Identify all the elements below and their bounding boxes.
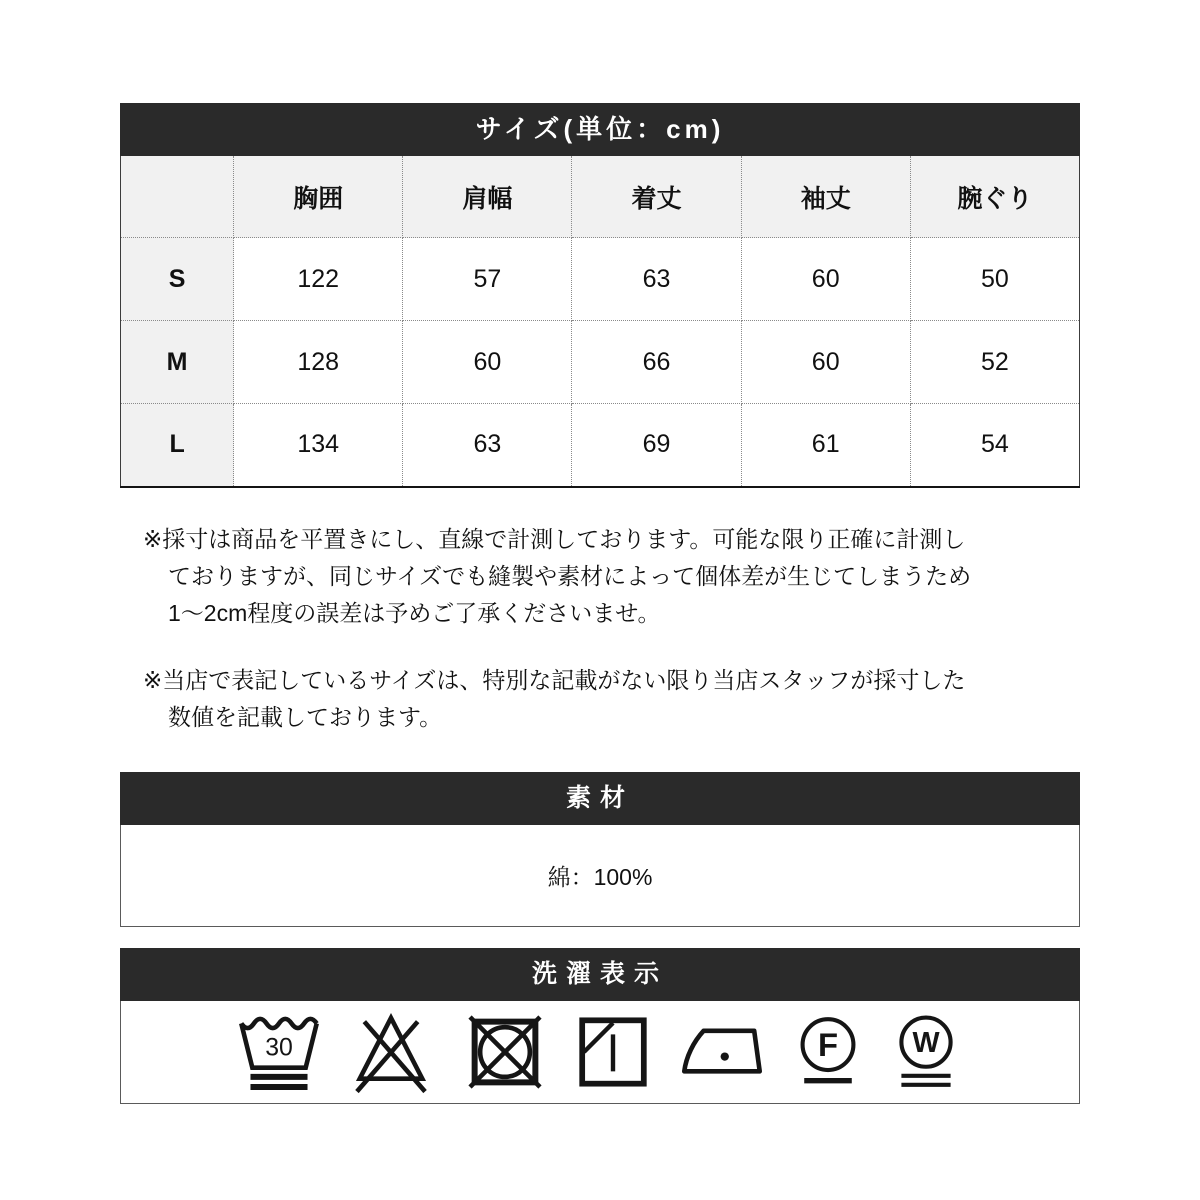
value-cell: 60 [741,238,910,321]
value-cell: 128 [234,321,403,404]
measurement-method-note [120,521,1080,632]
wash-30-very-mild-icon [233,1006,325,1098]
notes-block [120,521,1080,736]
value-cell: 60 [403,321,572,404]
value-cell: 52 [910,321,1079,404]
note-line: ※当店で表記しているサイズは、特別な記載がない限り当店スタッフが採寸した [143,666,966,693]
svg-text:W: W [912,1026,940,1059]
note-line: 1〜2cm程度の誤差は予めご了承くださいませ。 [168,599,661,626]
staff-measured-note [120,662,1080,736]
laundry-section-header-bar [120,948,1080,1001]
value-cell: 61 [741,404,910,487]
do-not-tumble-dry-icon [457,1006,553,1098]
column-header-chest: 胸囲 [234,156,403,238]
size-section-header-bar [120,103,1080,156]
column-header-shoulder: 肩幅 [403,156,572,238]
size-table [120,156,1080,488]
size-label-l: L [121,404,234,487]
laundry-section [120,948,1080,1104]
value-cell: 63 [403,404,572,487]
value-cell: 54 [910,404,1079,487]
laundry-section-title: 洗濯表示 [531,959,668,988]
value-cell: 66 [572,321,741,404]
column-header-sleeve: 袖丈 [741,156,910,238]
value-cell: 63 [572,238,741,321]
note-line: 数値を記載しております。 [168,703,443,730]
svg-text:F: F [817,1025,839,1063]
material-section [120,772,1080,927]
size-section [120,103,1080,488]
material-content-box [120,825,1080,927]
table-row-size-m [121,321,1080,404]
value-cell: 60 [741,321,910,404]
table-row-size-s [121,238,1080,321]
size-label-s: S [121,238,234,321]
material-section-title: 素材 [565,783,634,812]
value-cell: 57 [403,238,572,321]
size-table-corner-cell [121,156,234,238]
value-cell: 122 [234,238,403,321]
column-header-armhole: 腕ぐり [910,156,1079,238]
line-dry-shade-icon [569,1006,657,1098]
note-line: ※採寸は商品を平置きにし、直線で計測しております。可能な限り正確に計測し [143,525,966,552]
do-not-bleach-icon [341,1006,441,1098]
column-header-length: 着丈 [572,156,741,238]
material-section-header-bar [120,772,1080,825]
value-cell: 134 [234,404,403,487]
material-value: 綿：100% [547,863,653,890]
wet-clean-w-very-mild-icon [885,1006,967,1098]
laundry-symbols-box [120,1001,1080,1104]
table-row-size-l [121,404,1080,487]
value-cell: 50 [910,238,1079,321]
size-section-title: サイズ(単位：cm) [475,114,725,144]
size-label-m: M [121,321,234,404]
value-cell: 69 [572,404,741,487]
product-size-chart [120,0,1080,1104]
dry-clean-f-mild-icon [787,1006,869,1098]
iron-low-heat-icon [673,1006,771,1098]
note-line: ておりますが、同じサイズでも縫製や素材によって個体差が生じてしまうため [168,562,972,589]
svg-text:30: 30 [265,1034,293,1062]
size-table-header-row [121,156,1080,238]
